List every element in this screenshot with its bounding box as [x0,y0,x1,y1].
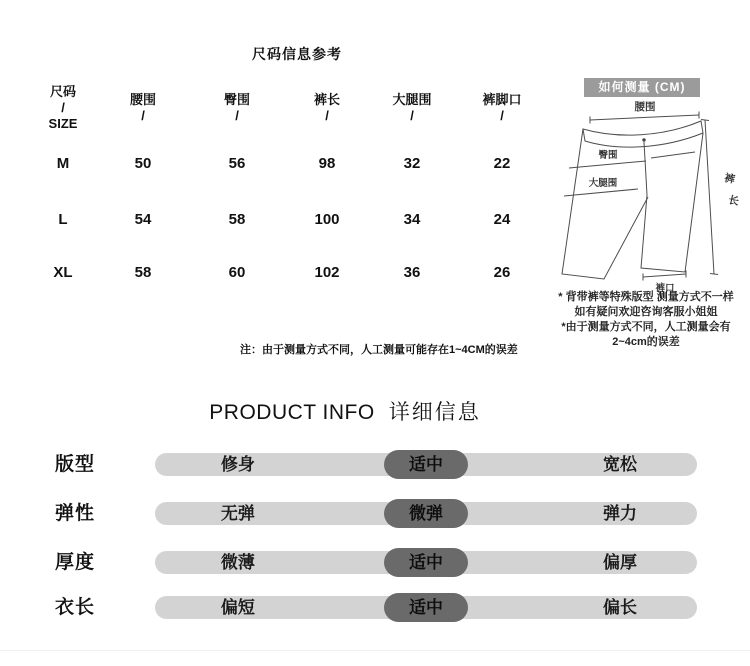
cell-length: 102 [314,264,340,281]
attr-scale-bar [155,551,697,574]
attr-scale-bar [155,502,697,525]
size-section-title: 尺码信息参考 [252,46,342,62]
attr-scale-bar [155,596,697,619]
footnote-line: 如有疑问欢迎咨询客服小姐姐 [574,306,718,318]
cell-length: 100 [314,211,340,228]
selected-option-pill: 适中 [384,548,468,577]
attr-row-garment-length [0,596,750,619]
measure-guide-footnotes [540,290,750,350]
bottom-divider [0,650,750,651]
footnote-line: 2~4cm的误差 [612,336,680,348]
leg-opening-label: 裤口 [655,283,675,294]
cell-length: 98 [318,155,336,172]
cell-leg-opening: 26 [493,264,511,281]
attr-label: 衣长 [55,597,96,618]
cell-waist: 50 [134,155,152,172]
cell-leg-opening: 24 [493,211,511,228]
attr-label: 弹性 [55,503,96,524]
attr-row-thickness [0,551,750,574]
selected-option-pill: 适中 [384,450,468,479]
attr-label: 厚度 [55,552,96,573]
col-header-hip: 臀围 / [223,92,250,123]
selected-option-pill: 适中 [384,593,468,622]
product-info-title-en: PRODUCT INFO [209,401,375,424]
col-header-waist: 腰围 / [129,92,156,123]
how-to-measure-banner: 如何测量 (CM) [584,78,700,97]
col-header-thigh: 大腿围 / [392,92,432,123]
col-header-length: 裤长 / [313,92,340,123]
measurement-note: 注：由于测量方式不同，人工测量可能存在1~4CM的误差 [240,344,518,356]
attr-option-right: 偏长 [603,598,638,617]
attr-scale-bar [155,453,697,476]
cell-size: L [58,211,68,228]
footnote-line: *由于测量方式不同，人工测量会有 [561,321,731,333]
waist-label: 腰围 [634,101,656,113]
waist-button-icon [642,138,645,141]
attr-option-left: 无弹 [220,504,255,523]
attr-row-fit [0,453,750,476]
attr-option-right: 弹力 [603,504,638,523]
attr-option-left: 偏短 [220,598,255,617]
cell-hip: 58 [228,211,246,228]
attr-option-right: 偏厚 [603,553,638,572]
attr-option-left: 微薄 [220,553,255,572]
selected-option-pill: 微弹 [384,499,468,528]
hip-label: 臀围 [598,150,618,161]
cell-waist: 54 [134,211,152,228]
attr-row-elasticity [0,502,750,525]
col-header-size: 尺码 / SIZE [48,84,78,131]
cell-size: M [56,155,70,172]
product-info-title-zh: 详细信息 [388,401,481,424]
footnote-line: * 背带裤等特殊版型 测量方式不一样 [558,291,734,303]
pants-measure-diagram [558,98,750,303]
cell-hip: 60 [228,264,246,281]
cell-waist: 58 [134,264,152,281]
attr-label: 版型 [55,454,96,475]
cell-leg-opening: 22 [493,155,511,172]
cell-thigh: 36 [403,264,421,281]
product-info-title [0,396,690,426]
cell-thigh: 34 [403,211,421,228]
attr-option-right: 宽松 [603,455,638,474]
pant-length-label-1: 裤 [723,172,737,187]
thigh-label: 大腿围 [588,178,618,189]
attr-option-left: 修身 [220,455,255,474]
cell-thigh: 32 [403,155,421,172]
col-header-leg-opening: 裤脚口 / [482,92,522,123]
pant-length-label-2: 长 [727,194,741,209]
cell-hip: 56 [228,155,246,172]
cell-size: XL [53,264,73,281]
